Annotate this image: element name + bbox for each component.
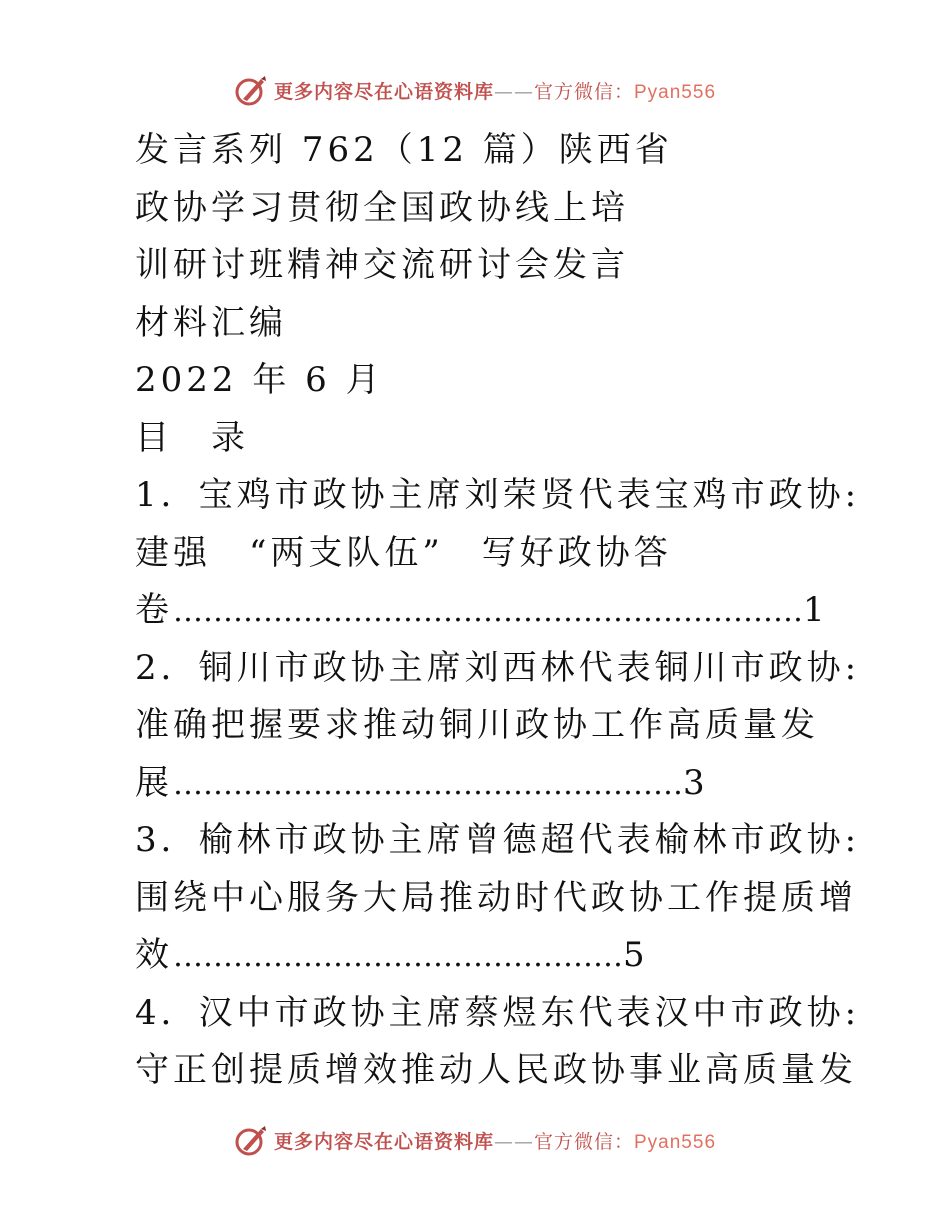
toc-line: 守正创提质增效推动人民政协事业高质量发 xyxy=(135,1050,857,1090)
toc-page-number: 3 xyxy=(683,762,709,803)
toc-line: 4．汉中市政协主席蔡煜东代表汉中市政协: xyxy=(135,992,861,1033)
title-line-2: 政协学习贯彻全国政协线上培 xyxy=(135,187,629,228)
toc-page-number: 5 xyxy=(623,935,649,975)
footer-banner xyxy=(0,1120,950,1160)
quill-logo-icon xyxy=(234,1123,268,1157)
toc-leader: ……………………………………………………… xyxy=(173,594,803,629)
banner-wechat-id: Pyan556 xyxy=(634,81,717,103)
banner-brand: 更多内容尽在心语资料库 xyxy=(273,80,494,103)
banner-text xyxy=(274,77,716,104)
toc-leader: …………………………………………… xyxy=(173,766,683,802)
toc-entry-1[interactable] xyxy=(135,582,855,640)
toc-line: 准确把握要求推动铜川政协工作高质量发 xyxy=(135,705,819,745)
title-line-1: 发言系列 762（12 篇）陕西省 xyxy=(135,130,673,170)
banner-separator: —— xyxy=(493,80,534,103)
toc-line: 2．铜川市政协主席刘西林代表铜川市政协: xyxy=(135,647,861,688)
banner-label: 官方微信： xyxy=(533,1130,634,1153)
toc-page-number: 1 xyxy=(803,590,829,630)
banner-text xyxy=(274,1127,716,1154)
toc-line: 效 xyxy=(135,935,173,975)
document-body xyxy=(135,122,861,1100)
document-date: 2022 年 6 月 xyxy=(135,360,384,400)
toc-line: 建强 “两支队伍” 写好政协答 xyxy=(135,532,672,573)
toc-line: 卷 xyxy=(135,590,173,630)
toc-entry-2[interactable] xyxy=(135,755,855,813)
banner-brand: 更多内容尽在心语资料库 xyxy=(273,1130,494,1153)
banner-wechat-id: Pyan556 xyxy=(634,1131,717,1153)
quill-logo-icon xyxy=(234,73,268,107)
title-line-3: 训研讨班精神交流研讨会发言 xyxy=(135,245,629,285)
header-banner xyxy=(0,70,950,110)
toc-line: 展 xyxy=(135,762,173,803)
banner-separator: —— xyxy=(493,1130,534,1153)
toc-heading: 目 录 xyxy=(135,417,249,458)
toc-line: 1．宝鸡市政协主席刘荣贤代表宝鸡市政协: xyxy=(135,475,861,515)
toc-leader: ……………………………………… xyxy=(173,939,623,974)
toc-line: 3．榆林市政协主席曾德超代表榆林市政协: xyxy=(135,820,861,860)
title-line-4: 材料汇编 xyxy=(135,302,287,343)
toc-entry-3[interactable] xyxy=(135,927,855,985)
toc-line: 围绕中心服务大局推动时代政协工作提质增 xyxy=(135,877,857,918)
banner-label: 官方微信： xyxy=(533,80,634,103)
